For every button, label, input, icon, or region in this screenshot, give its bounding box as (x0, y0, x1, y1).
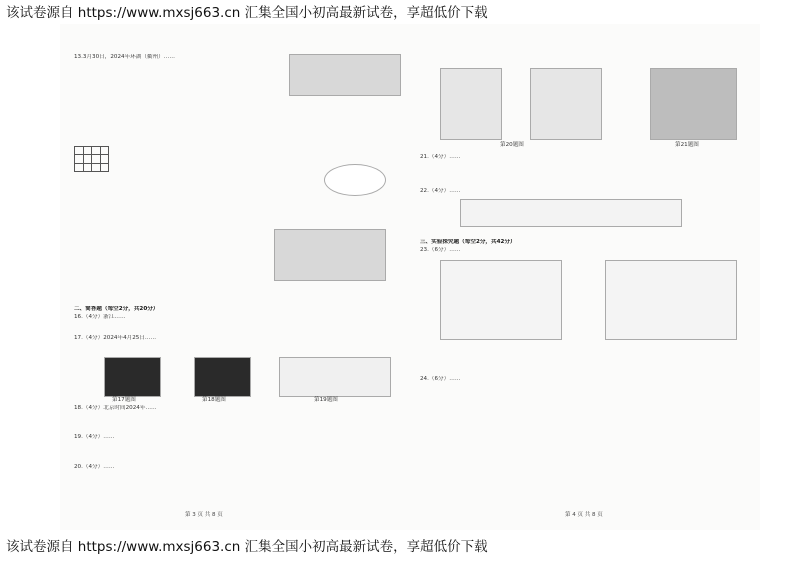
question-16: 16.（4分）浙江…… (74, 313, 126, 320)
apparatus-figure (605, 260, 737, 340)
question-24: 24.（6分）…… (420, 376, 461, 382)
section-2-heading: 二、简答题（每空2分，共20分） (74, 306, 159, 312)
plant-figure (440, 260, 562, 340)
bottom-banner: 该试卷源自 https://www.mxsj663.cn 汇集全国小初高最新试卷，享超低价下载 (6, 539, 488, 555)
section-3-heading: 三、实验探究题（每空2分，共42分） (420, 239, 516, 245)
lever-figure (274, 229, 386, 281)
right-page-number: 第 4 页 共 8 页 (565, 512, 603, 518)
fig20a (440, 68, 502, 140)
question-21: 21.（4分）…… (420, 154, 461, 160)
fig21-caption: 第21题图 (675, 142, 699, 148)
venn-diagram (324, 164, 386, 196)
fig19-caption: 第19题图 (314, 396, 338, 403)
right-figures (420, 54, 750, 154)
fig17-photo (104, 357, 161, 397)
question-13: 13.3月30日，2024年环湖（衢州）…… (74, 54, 175, 60)
question-23: 23.（6分）…… (420, 246, 461, 253)
experiment-figures (420, 254, 750, 346)
right-column (420, 54, 750, 502)
question-19: 19.（4分）…… (74, 434, 115, 440)
question-20: 20.（4分）…… (74, 463, 115, 470)
fig19-diagram (279, 357, 391, 397)
fig20-caption: 第20题图 (500, 142, 524, 148)
fig20b (530, 68, 602, 140)
top-banner: 该试卷源自 https://www.mxsj663.cn 汇集全国小初高最新试卷，享超低价下载 (6, 5, 488, 21)
fig21-heart (650, 68, 737, 140)
q13-photo (289, 54, 401, 96)
fig18-photo (194, 357, 251, 397)
left-page-number: 第 3 页 共 8 页 (185, 512, 223, 518)
left-column (74, 54, 404, 502)
question-17: 17.（4分）2024年4月25日…… (74, 335, 157, 341)
exam-sheet (60, 24, 760, 530)
fig17-caption: 第17题图 (112, 396, 136, 403)
figures-row (74, 357, 404, 405)
classification-table (74, 146, 109, 173)
molecule-diagram (460, 199, 682, 227)
fig18-caption: 第18题图 (202, 396, 226, 403)
question-22: 22.（4分）…… (420, 187, 461, 194)
question-18: 18.（4分）北京时间2024年…… (74, 404, 157, 411)
